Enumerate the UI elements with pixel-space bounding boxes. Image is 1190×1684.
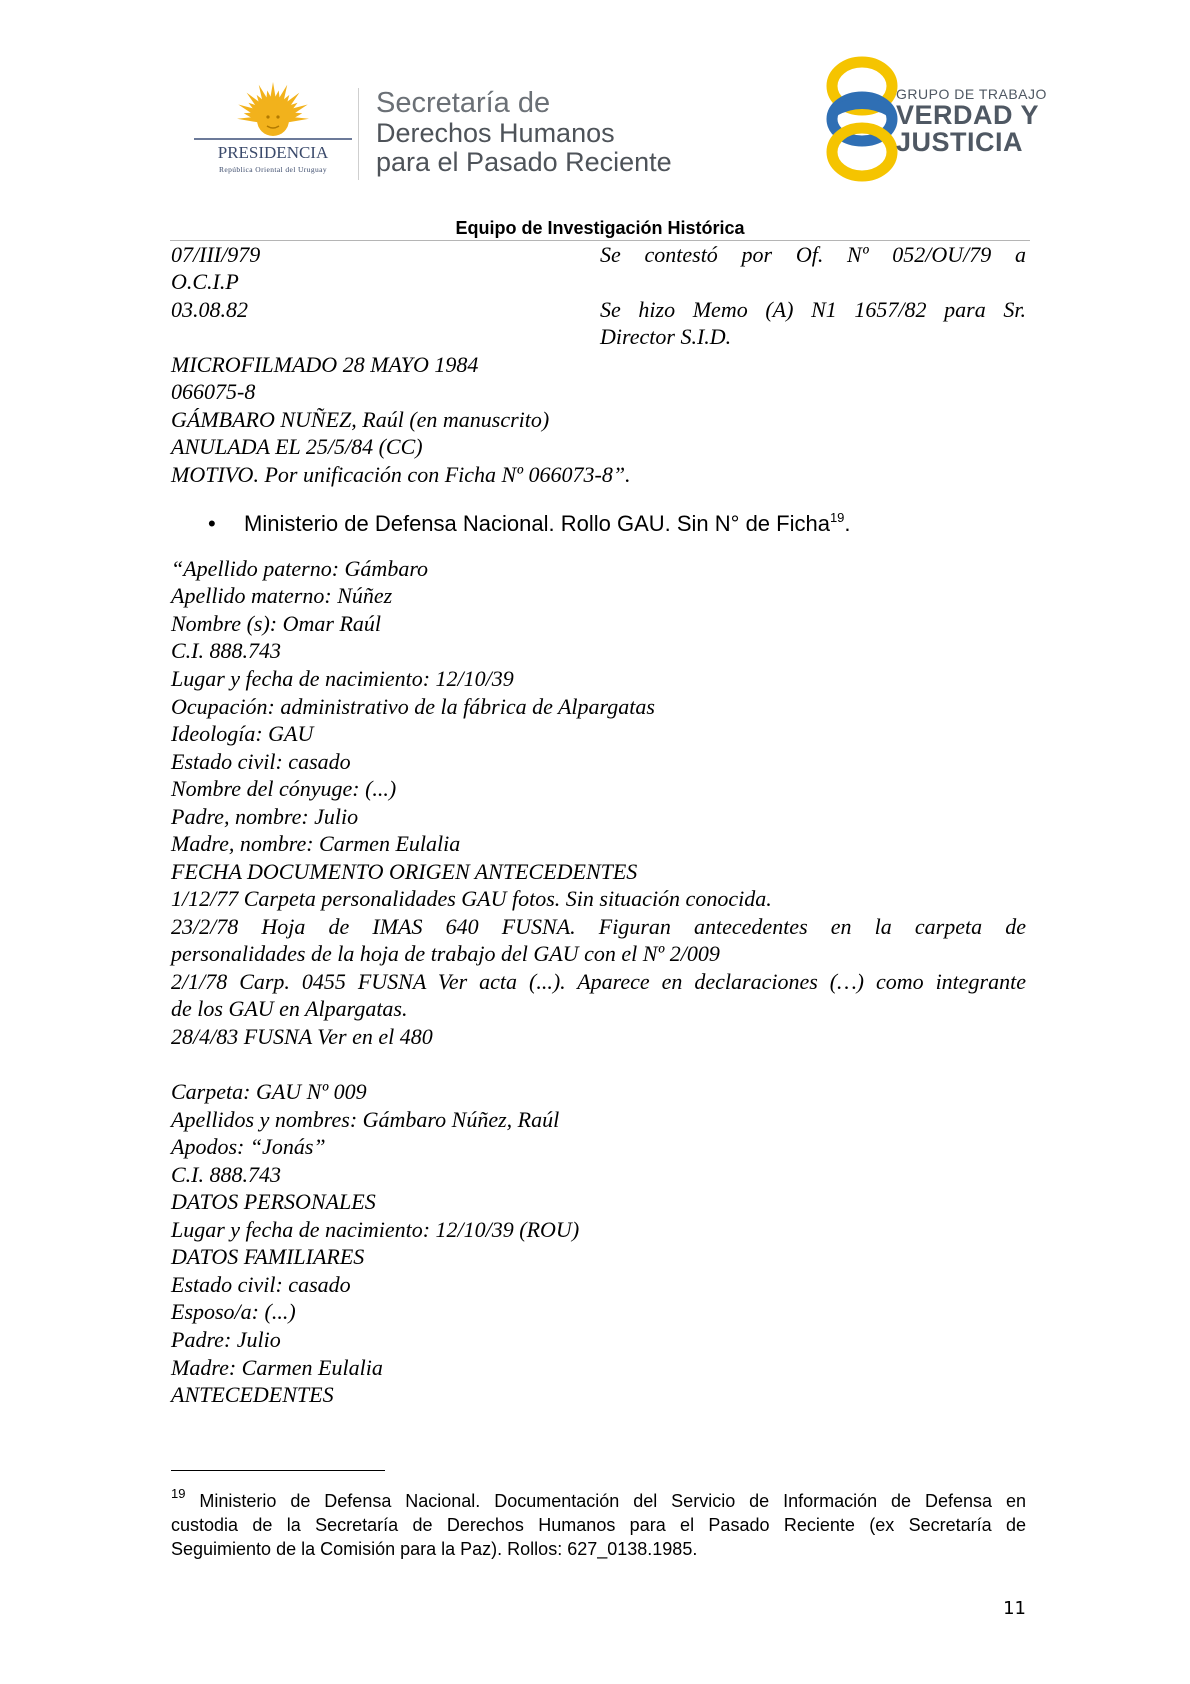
- bullet-text: Ministerio de Defensa Nacional. Rollo GAU. Sin N° de Ficha: [244, 511, 830, 536]
- ficha-line: Ocupación: administrativo de la fábrica de Alpargatas: [171, 694, 655, 719]
- ficha-line: Apellido materno: Núñez: [171, 583, 393, 608]
- gtvj-line-1: GRUPO DE TRABAJO: [896, 86, 1047, 102]
- bullet-icon: •: [208, 511, 216, 536]
- footnote-line-2: custodia de la Secretaría de Derechos Humanos para el Pasado Reciente (ex Secretaría de: [171, 1515, 1026, 1535]
- intro-line: MOTIVO. Por unificación con Ficha Nº 066073-8”.: [171, 462, 631, 487]
- ficha-line: Padre, nombre: Julio: [171, 804, 359, 829]
- carpeta-line: C.I. 888.743: [171, 1162, 281, 1187]
- carpeta-line: DATOS FAMILIARES: [171, 1244, 365, 1269]
- ficha-line: Lugar y fecha de nacimiento: 12/10/39: [171, 666, 514, 691]
- intro-row-left: O.C.I.P: [171, 269, 239, 294]
- intro-row-right: Se hizo Memo (A) N1 1657/82 para Sr.: [600, 297, 1026, 322]
- secretaria-logo-text: [376, 88, 672, 177]
- intro-row-left: 03.08.82: [171, 297, 248, 322]
- ficha-line: Madre, nombre: Carmen Eulalia: [171, 831, 461, 856]
- intro-line: ANULADA EL 25/5/84 (CC): [171, 434, 423, 459]
- intro-line: MICROFILMADO 28 MAYO 1984: [171, 352, 479, 377]
- ficha-line: Estado civil: casado: [171, 749, 351, 774]
- gtvj-line-3: JUSTICIA: [896, 127, 1024, 157]
- source-bullet: [208, 510, 851, 537]
- ficha-paragraph-line: de los GAU en Alpargatas.: [171, 996, 408, 1021]
- footnote-number: 19: [171, 1486, 186, 1501]
- intro-line: 066075-8: [171, 379, 256, 404]
- gtvj-wordmark: [896, 86, 1047, 156]
- page-number: 11: [1003, 1598, 1026, 1619]
- gtvj-logo: [822, 56, 902, 182]
- carpeta-line: ANTECEDENTES: [171, 1382, 334, 1407]
- intro-row-right: Director S.I.D.: [600, 324, 732, 349]
- footnote-line-1: Ministerio de Defensa Nacional. Documentación del Servicio de Información de Defensa en: [199, 1491, 1026, 1511]
- team-heading: Equipo de Investigación Histórica: [455, 218, 745, 238]
- ficha-line: 1/12/77 Carpeta personalidades GAU fotos. Sin situación conocida.: [171, 886, 772, 911]
- presidencia-wordmark: PRESIDENCIA: [217, 143, 329, 162]
- chain-links-icon: [822, 56, 902, 182]
- gtvj-line-2: VERDAD Y: [896, 100, 1040, 130]
- carpeta-line: Lugar y fecha de nacimiento: 12/10/39 (ROU): [171, 1217, 580, 1242]
- ficha-paragraph-line: 2/1/78 Carp. 0455 FUSNA Ver acta (...). Aparece en declaraciones (…) como integrante: [171, 969, 1026, 994]
- footnote-line-3: Seguimiento de la Comisión para la Paz). Rollos: 627_0138.1985.: [171, 1539, 698, 1559]
- presidencia-logo: [194, 80, 352, 180]
- ficha-line: Nombre del cónyuge: (...): [171, 776, 397, 801]
- ficha-paragraph-line: personalidades de la hoja de trabajo del GAU con el Nº 2/009: [171, 941, 720, 966]
- carpeta-line: Apellidos y nombres: Gámbaro Núñez, Raúl: [171, 1107, 560, 1132]
- ficha-line: FECHA DOCUMENTO ORIGEN ANTECEDENTES: [171, 859, 638, 884]
- bullet-end: .: [844, 511, 851, 536]
- carpeta-line: Apodos: “Jonás”: [171, 1134, 326, 1159]
- carpeta-line: DATOS PERSONALES: [171, 1189, 376, 1214]
- footnote-separator: [171, 1470, 385, 1471]
- ficha-line: C.I. 888.743: [171, 638, 281, 663]
- ficha-line: “Apellido paterno: Gámbaro: [171, 556, 429, 581]
- ficha-line: 28/4/83 FUSNA Ver en el 480: [171, 1024, 433, 1049]
- carpeta-line: Padre: Julio: [171, 1327, 281, 1352]
- logo-divider: [358, 88, 359, 180]
- footnote-ref[interactable]: 19: [829, 510, 845, 525]
- carpeta-line: Estado civil: casado: [171, 1272, 351, 1297]
- header-rule: [170, 240, 1030, 241]
- footnote: [171, 1482, 1026, 1561]
- ficha-line: Nombre (s): Omar Raúl: [171, 611, 381, 636]
- secretaria-line-2: Derechos Humanos: [376, 118, 615, 148]
- intro-row-left: 07/III/979: [171, 242, 261, 267]
- carpeta-line: Madre: Carmen Eulalia: [171, 1355, 383, 1380]
- intro-row-right: Se contestó por Of. Nº 052/OU/79 a: [600, 242, 1026, 267]
- ficha-paragraph-line: 23/2/78 Hoja de IMAS 640 FUSNA. Figuran antecedentes en la carpeta de: [171, 914, 1026, 939]
- carpeta-line: Esposo/a: (...): [171, 1299, 296, 1324]
- ficha-line: Ideología: GAU: [171, 721, 314, 746]
- secretaria-line-1: Secretaría de: [376, 87, 551, 119]
- sun-emblem-icon: [194, 80, 352, 180]
- intro-line: GÁMBARO NUÑEZ, Raúl (en manuscrito): [171, 407, 550, 432]
- carpeta-line: Carpeta: GAU Nº 009: [171, 1079, 367, 1104]
- presidencia-subtitle: República Oriental del Uruguay: [218, 165, 328, 174]
- secretaria-line-3: para el Pasado Reciente: [376, 147, 672, 177]
